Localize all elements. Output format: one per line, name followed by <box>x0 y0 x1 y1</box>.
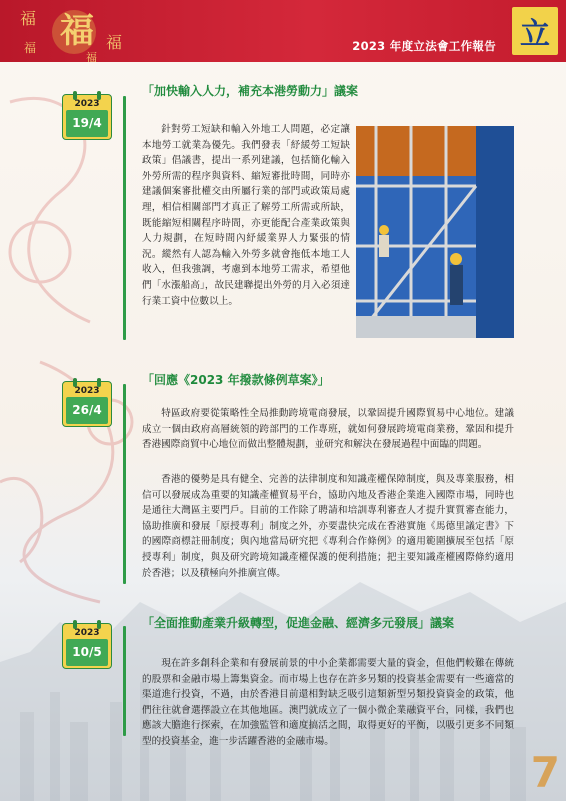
calendar-year: 2023 <box>74 628 100 638</box>
section-paragraph: 現在許多創科企業和有發展前景的中小企業都需要大量的資金，但他們較難在傳統的股票和金融市場上籌集資金。而市場上也存在許多另類的投資基金需要有一些適當的渠道進行投資，不過，由於香港目前還相對缺乏吸引這類新型另類投資資金的政策，他們往往就會選擇設立在其他地區。澳門就成立了一個小微企業融資平台，同樣，我們也應該大膽進行探索，在加強監管和適度搞活之間，取得更好的平衡，以吸引更多不同類型的投資基金，進一步活躍香港的金融市場。 <box>142 658 514 747</box>
deco-char-3: 福 <box>24 41 37 55</box>
deco-char-4: 福 <box>86 51 97 62</box>
deco-char-2: 福 <box>106 33 123 52</box>
logo-char: 立 <box>520 17 550 52</box>
date-calendar-icon <box>62 623 112 669</box>
date-calendar-icon <box>62 381 112 427</box>
section-paragraph: 針對勞工短缺和輸入外地工人問題，必定讓本地勞工就業為優先。我們發表「紓緩勞工短缺政策」倡議書，提出一系列建議，包括簡化輸入外勞所需的程序與資料、縮短審批時間，同時亦建議個案審批權交由所屬行業的部門或政策局處理，相信相關部門才真正了解勞工所需或所缺，既能縮短相關程序時間，亦更能配合產業政策與人力規劃，在短時間內紓緩業界人力緊張的情況。縱然有人認為輸入外勞多就會拖低本地工人收入，但我強調，考慮到本地勞工需求，希望他們「水漲船高」，故民建聯提出外勞的月入必須達行業工資中位數以上。 <box>142 124 350 307</box>
page-number: 7 <box>530 748 560 797</box>
section-divider-line <box>123 96 126 340</box>
calendar-year: 2023 <box>74 386 100 396</box>
deco-char-1: 福 <box>20 9 37 28</box>
deco-char-main: 福 <box>60 11 94 51</box>
report-title: 2023 年度立法會工作報告 <box>352 39 496 53</box>
construction-workers-photo <box>356 126 514 338</box>
section-paragraph: 特區政府要從策略性全局推動跨境電商發展，以鞏固提升國際貿易中心地位。建議成立一個由政府高層統領的跨部門的工作專班，就如何發展跨境電商業務，鞏固和提升香港國際商貿中心地位而做出整體規劃，並研究和解決在發展過程中面臨的問題。 <box>142 408 514 451</box>
page-header <box>0 0 566 62</box>
section-title: 「加快輸入人力，補充本港勞動力」議案 <box>142 84 359 98</box>
section-divider-line <box>123 384 126 584</box>
fortune-chars-decoration <box>18 4 130 62</box>
party-logo <box>510 5 560 57</box>
date-calendar-icon <box>62 94 112 140</box>
section-divider-line <box>123 626 126 736</box>
calendar-date: 26/4 <box>66 397 108 424</box>
section-title: 「回應《2023 年撥款條例草案》」 <box>142 373 330 387</box>
section-paragraph: 香港的優勢是具有健全、完善的法律制度和知識產權保障制度，與及專業服務，相信可以發展成為重要的知識產權貿易平台，協助內地及香港企業進入國際市場，同時也是通往大灣區主要門戶。目前的工作除了聘請和培訓專利審查人才提升實質審查能力，協助推廣和發展「原授專利」制度之外，亦要盡快完成在香港實施《馬德里議定書》下的國際商標註冊制度；與內地當局研究把《專利合作條例》的適用範圍擴展至包括「原授專利」制度，與及研究跨境知識產權保護的便利措施；把主要知識產權國際條約適用於香港；以及積極向外推廣宣傳。 <box>142 474 514 579</box>
calendar-date: 19/4 <box>66 110 108 137</box>
section-title: 「全面推動產業升級轉型，促進金融、經濟多元發展」議案 <box>142 616 455 630</box>
calendar-date: 10/5 <box>66 639 108 666</box>
calendar-year: 2023 <box>74 99 100 109</box>
